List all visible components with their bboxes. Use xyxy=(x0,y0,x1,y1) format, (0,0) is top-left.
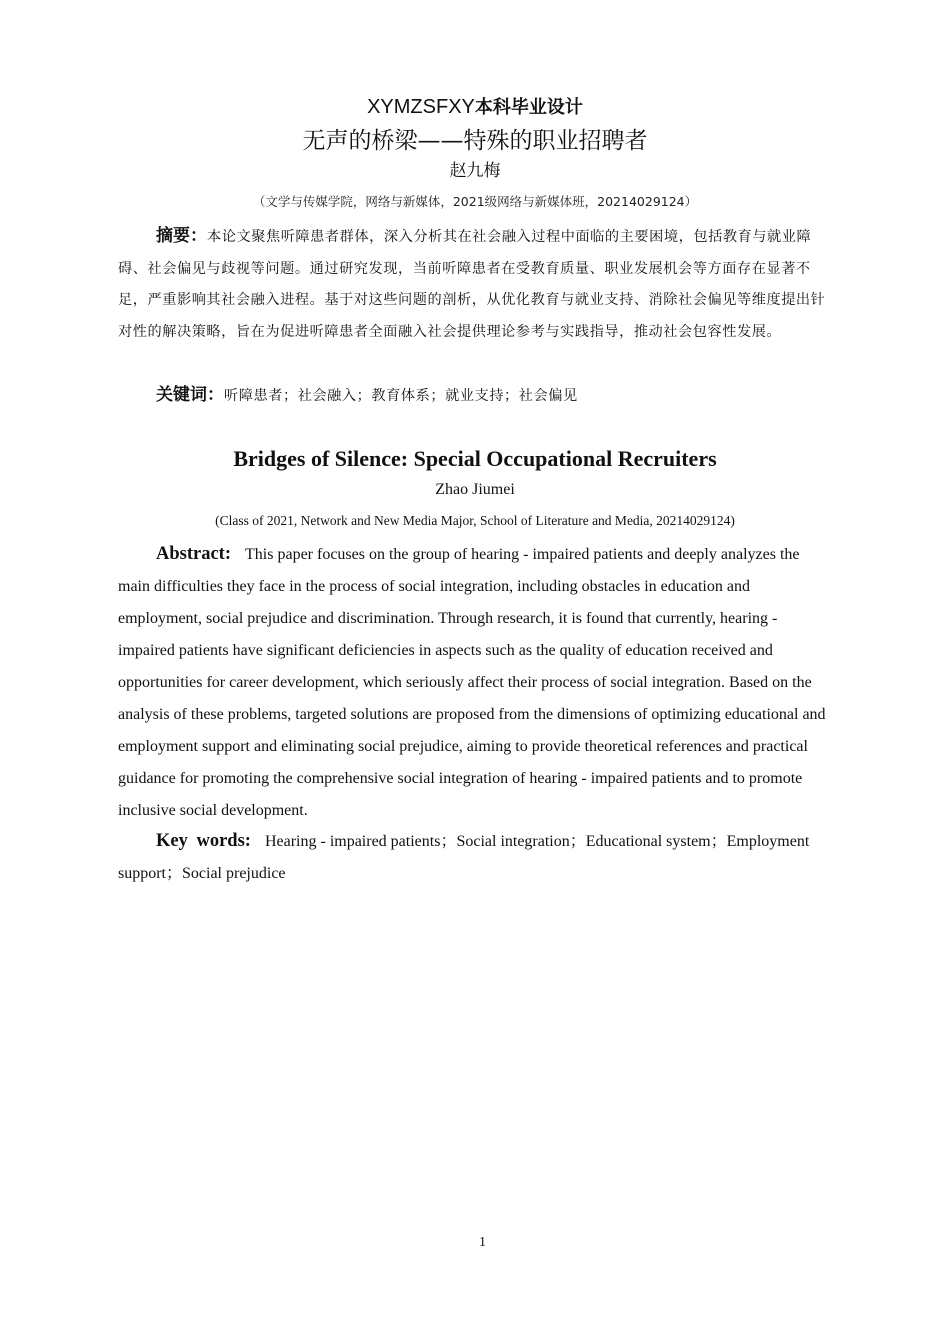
english-abstract-text: This paper focuses on the group of hearing - impaired patients and deeply analyzes the main difficulties they face in the process of social integration, including obstacles in education and employment, social prejudice and discrimination. Through research, it is found that currently, hearing - impaired patients have significant deficiencies in aspects such as the quality of education received and opportunities for career development, which seriously affect their process of social integration. Based on the analysis of these problems, targeted solutions are proposed from the dimensions of optimizing educational and employment support and eliminating social prejudice, aiming to provide theoretical references and practical guidance for promoting the comprehensive social integration of hearing - impaired patients and to promote inclusive social development. xyxy=(118,546,826,819)
english-keywords-label: Key words: xyxy=(156,831,251,851)
chinese-affiliation: （文学与传媒学院，网络与新媒体，2021级网络与新媒体班，20214029124） xyxy=(252,194,698,209)
chinese-abstract xyxy=(118,221,834,348)
english-affiliation: (Class of 2021, Network and New Media Major, School of Literature and Media, 20214029124) xyxy=(215,513,735,528)
english-keywords xyxy=(118,825,834,890)
english-abstract xyxy=(118,538,834,827)
chinese-title: 无声的桥梁——特殊的职业招聘者 xyxy=(302,128,648,154)
chinese-abstract-label: 摘要： xyxy=(156,226,207,246)
english-keywords-text: Hearing - impaired patients；Social integration；Educational system；Employment support；Social prejudice xyxy=(118,833,810,882)
series-code: XYMZSFXY xyxy=(367,96,475,118)
chinese-keywords-text: 听障患者；社会融入；教育体系；就业支持；社会偏见 xyxy=(224,388,578,404)
english-title: Bridges of Silence: Special Occupational Recruiters xyxy=(233,446,717,471)
chinese-keywords-label: 关键词： xyxy=(156,385,224,405)
english-abstract-label: Abstract: xyxy=(156,544,232,564)
page-number: 1 xyxy=(479,1235,486,1250)
series-header xyxy=(0,94,950,121)
chinese-abstract-text: 本论文聚焦听障患者群体，深入分析其在社会融入过程中面临的主要困境，包括教育与就业障碍、社会偏见与歧视等问题。通过研究发现，当前听障患者在受教育质量、职业发展机会等方面存在显著不足，严重影响其社会融入进程。基于对这些问题的剖析，从优化教育与就业支持、消除社会偏见等维度提出针对性的解决策略，旨在为促进听障患者全面融入社会提供理论参考与实践指导，推动社会包容性发展。 xyxy=(118,229,826,340)
english-author: Zhao Jiumei xyxy=(435,481,515,498)
chinese-author: 赵九梅 xyxy=(449,161,501,181)
series-label: 本科毕业设计 xyxy=(474,97,583,118)
chinese-keywords xyxy=(118,380,834,413)
